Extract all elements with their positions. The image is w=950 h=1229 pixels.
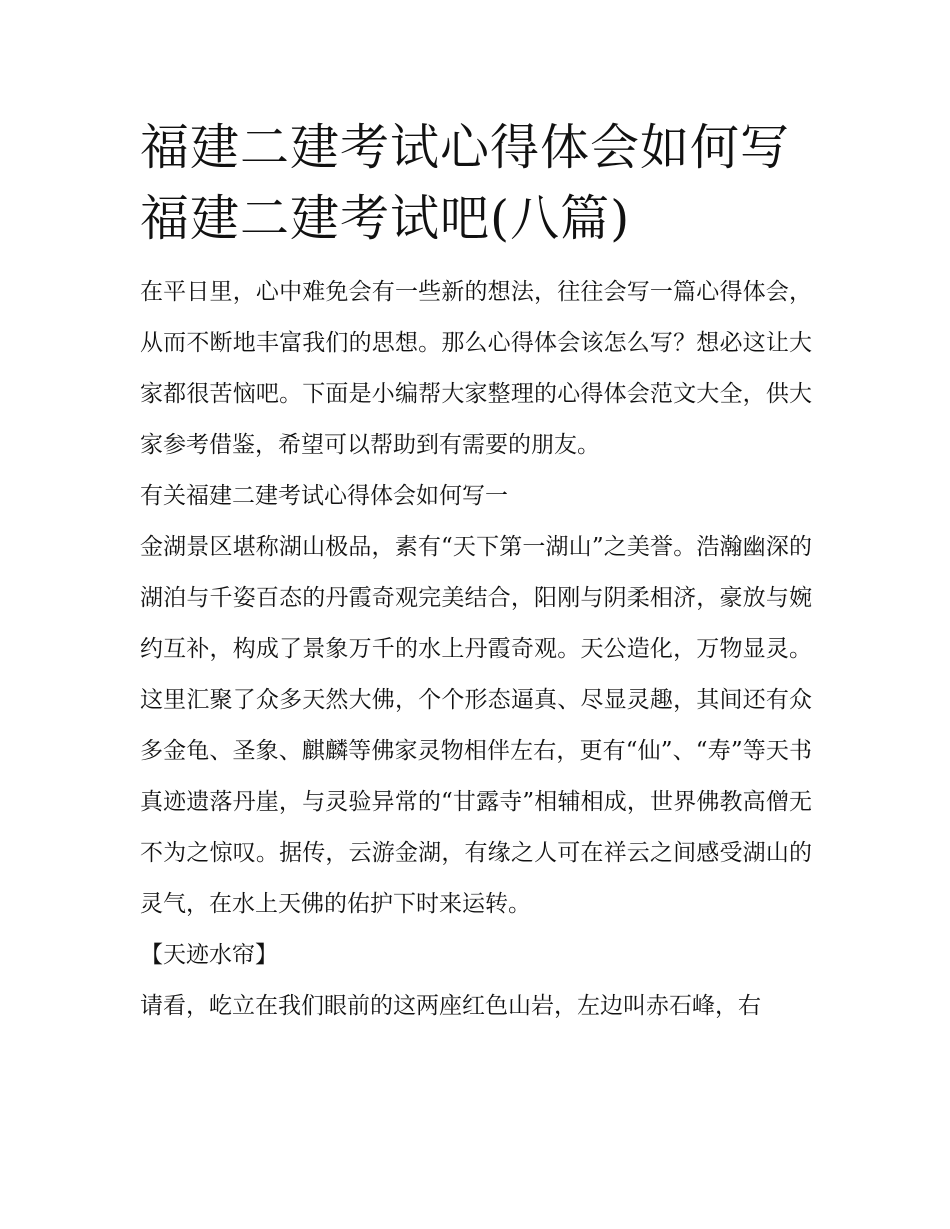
intro-paragraph: 在平日里，心中难免会有一些新的想法，往往会写一篇心得体会，从而不断地丰富我们的思想。那么心得体会该怎么写？想必这让大家都很苦恼吧。下面是小编帮大家整理的心得体会范文大全，供大家参考借鉴，希望可以帮助到有需要的朋友。 xyxy=(140,279,812,458)
document-title: 福建二建考试心得体会如何写福建二建考试吧(八篇) xyxy=(140,119,791,247)
section-heading: 有关福建二建考试心得体会如何写一 xyxy=(140,483,508,509)
body-paragraph-continued: 请看，屹立在我们眼前的这两座红色山岩，左边叫赤石峰，右 xyxy=(140,993,761,1019)
document-page xyxy=(140,112,812,1032)
body-paragraph: 金湖景区堪称湖山极品，素有“天下第一湖山”之美誉。浩瀚幽深的湖泊与千姿百态的丹霞奇观完美结合，阳刚与阴柔相济，豪放与婉约互补，构成了景象万千的水上丹霞奇观。天公造化，万物显灵。这里汇聚了众多天然大佛，个个形态逼真、尽显灵趣，其间还有众多金龟、圣象、麒麟等佛家灵物相伴左右，更有“仙”、“寿”等天书真迹遗落丹崖，与灵验异常的“甘露寺”相辅相成，世界佛教高僧无不为之惊叹。据传，云游金湖，有缘之人可在祥云之间感受湖山的灵气，在水上天佛的佑护下时来运转。 xyxy=(140,534,812,917)
subsection-heading: 【天迹水帘】 xyxy=(140,942,278,968)
